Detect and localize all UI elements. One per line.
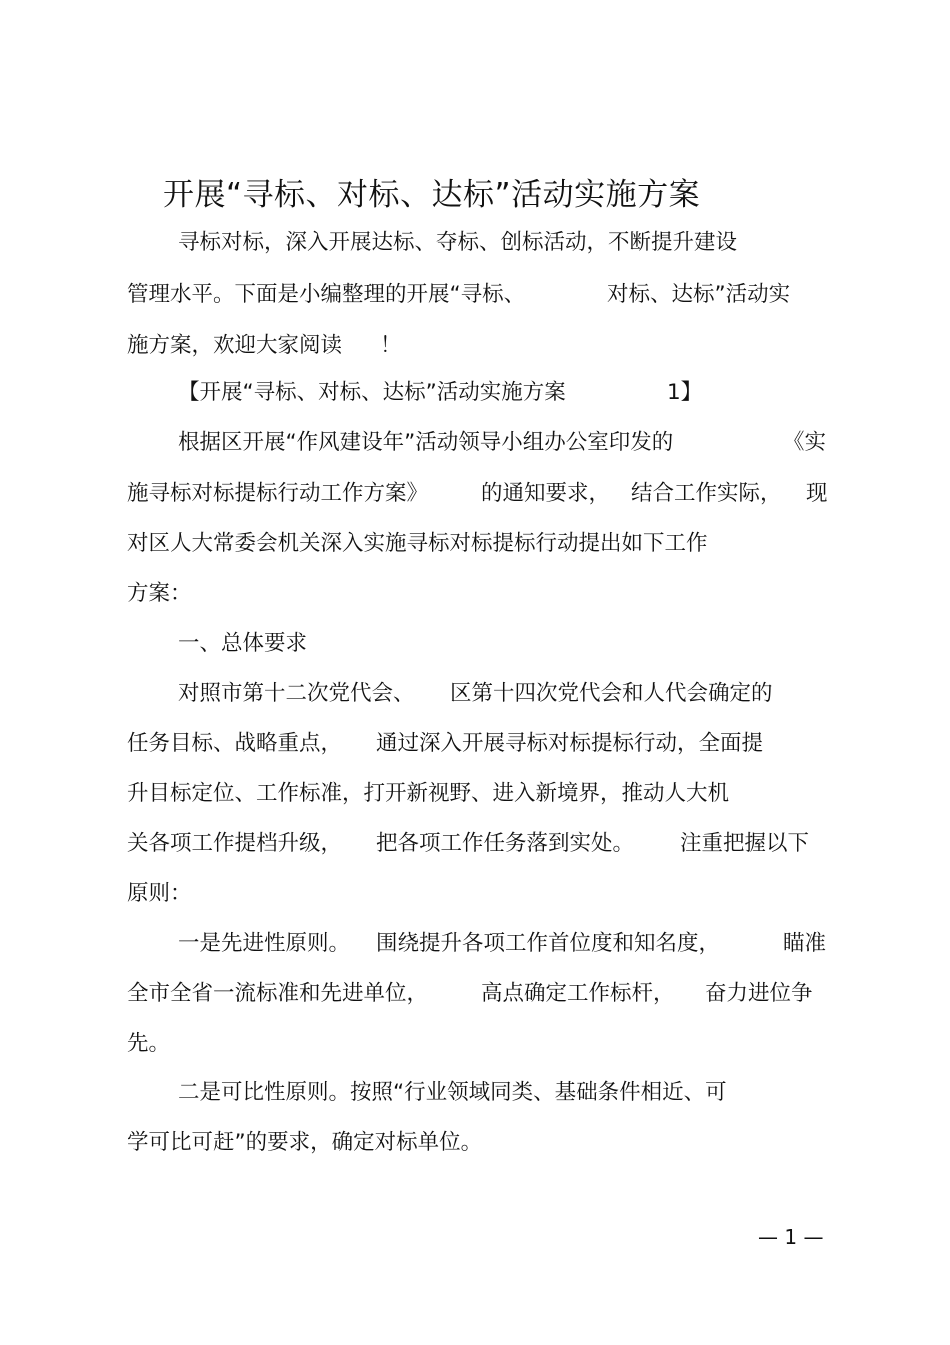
text-line: 先。: [127, 1031, 171, 1056]
text-line: 任务目标、战略重点，: [127, 731, 343, 756]
text-line: 对标、达标”活动实: [607, 282, 791, 307]
text-line: 通过深入开展寻标对标提标行动，全面提: [376, 731, 764, 756]
text-line: 升目标定位、工作标准，打开新视野、进入新境界，推动人大机: [127, 781, 730, 806]
text-line: 全市全省一流标准和先进单位，: [127, 981, 429, 1006]
text-line: 把各项工作任务落到实处。: [376, 831, 635, 856]
text-line: 一是先进性原则。: [178, 931, 351, 956]
text-line: 奋力进位争: [705, 981, 813, 1006]
text-line: 根据区开展“作风建设年”活动领导小组办公室印发的: [178, 430, 674, 455]
document-title: 开展“寻标、对标、达标”活动实施方案: [163, 177, 701, 213]
text-line: 围绕提升各项工作首位度和知名度，: [376, 931, 721, 956]
text-line: 管理水平。下面是小编整理的开展“寻标、: [127, 282, 526, 307]
text-line: 方案：: [127, 581, 192, 606]
text-line: 寻标对标，深入开展达标、夺标、创标活动，不断提升建设: [178, 230, 738, 255]
text-line: 对区人大常委会机关深入实施寻标对标提标行动提出如下工作: [127, 531, 708, 556]
section-heading-number: 1】: [667, 380, 703, 405]
text-line: 学可比可赶”的要求，确定对标单位。: [127, 1130, 483, 1155]
text-line: 瞄准: [783, 931, 827, 956]
text-line: 高点确定工作标杆，: [481, 981, 675, 1006]
page-number: — 1 —: [758, 1225, 824, 1249]
text-line: 区第十四次党代会和人代会确定的: [450, 681, 773, 706]
text-line: 施寻标对标提标行动工作方案》: [127, 481, 429, 506]
text-line: 二是可比性原则。按照“行业领域同类、基础条件相近、可: [178, 1080, 727, 1105]
text-line: 原则：: [127, 881, 192, 906]
text-line: 现: [806, 481, 828, 506]
section-heading: 【开展“寻标、对标、达标”活动实施方案: [178, 380, 566, 405]
text-line: 对照市第十二次党代会、: [178, 681, 415, 706]
text-line: 关各项工作提档升级，: [127, 831, 343, 856]
text-line: 施方案，欢迎大家阅读: [127, 333, 343, 358]
text-line: 《实: [783, 430, 827, 455]
text-line: ！: [380, 333, 402, 358]
subheading: 一、总体要求: [178, 631, 308, 656]
text-line: 结合工作实际，: [631, 481, 782, 506]
text-line: 的通知要求，: [481, 481, 611, 506]
text-line: 注重把握以下: [680, 831, 810, 856]
